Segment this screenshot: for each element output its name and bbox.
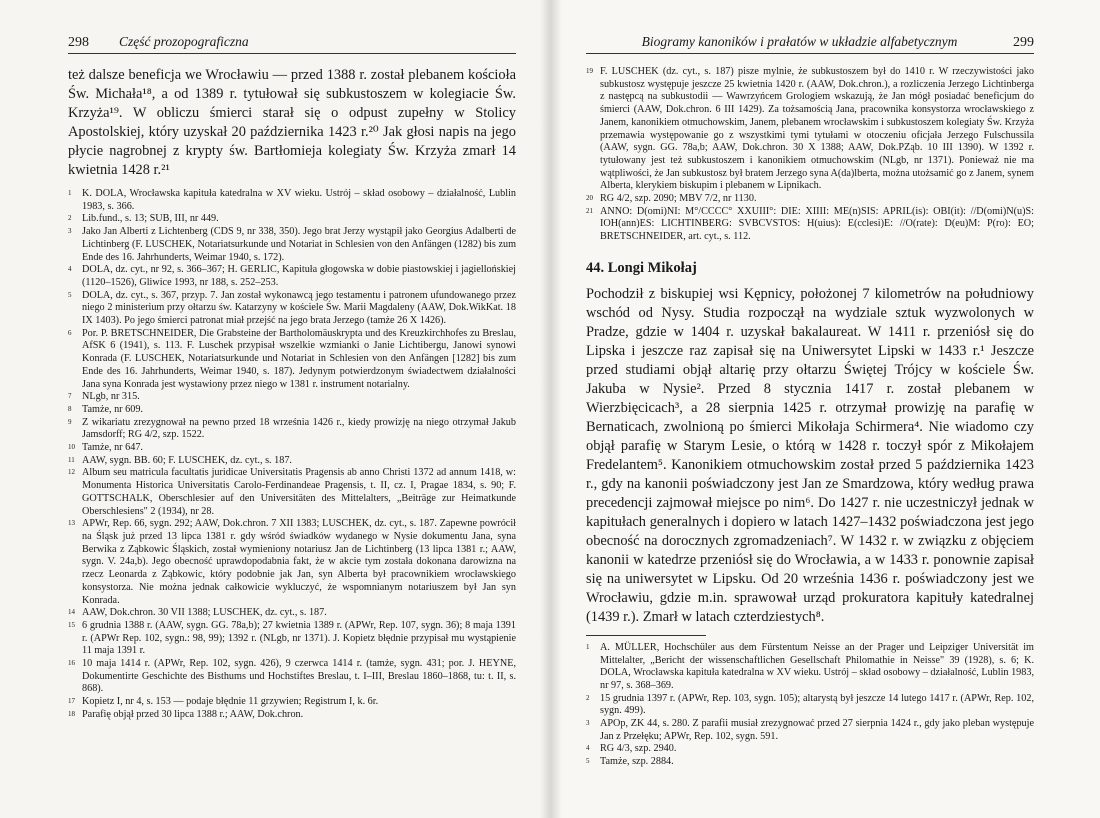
footnote-text: DOLA, dz. cyt., s. 367, przyp. 7. Jan został wykonawcą jego testamentu i patronem ufundowanego przez niego 2 ministerium przy ołtarzu św. Katarzyny w kościele Św. Marii Magdaleny (AAW, Dok.WikKat. 18 IX 1403). Po jego śmierci patronat miał przejść na jego brata Jerzego (tamże 26 X 1426).	[82, 289, 516, 327]
footnote-number: 18	[68, 709, 75, 718]
left-running-head: Część prozopograficzna	[119, 34, 249, 49]
footnote	[68, 620, 516, 658]
footnote-number: 21	[586, 206, 593, 215]
footnote-text: Tamże, szp. 2884.	[600, 756, 674, 768]
footnote	[586, 642, 1034, 693]
footnote-text: AAW, sygn. BB. 60; F. LUSCHEK, dz. cyt., s. 187.	[82, 454, 292, 466]
footnote-number: 9	[68, 417, 72, 426]
footnote-text: A. MÜLLER, Hochschüler aus dem Fürstentum Neisse an der Prager und Leipziger Universität im Mittelalter, „Bericht der wissenschaftlichen Gesellschaft Philomathie in Neisse" 39 (1928), s. 6; K. DOLA, Wrocławska kapituła katedralna w XV wieku. Ustrój – skład osobowy – działalność, Lublin 1983, nr 97, s. 368–369.	[600, 641, 1034, 691]
footnote-text: APOp, ZK 44, s. 280. Z parafii musiał zrezygnować przed 27 sierpnia 1424 r., gdy jako pleban występuje Jan z Przełęku; APWr, Rep. 102, sygn. 591.	[600, 718, 1034, 742]
footnote	[68, 264, 516, 289]
footnote-text: Z wikariatu zrezygnował na pewno przed 18 września 1426 r., kiedy prowizję na niego otrzymał Jakub Jamsdorff; RG 4/2, szp. 1522.	[82, 416, 516, 441]
footnote	[68, 226, 516, 264]
footnote-number: 2	[68, 214, 72, 223]
footnote-number: 14	[68, 608, 75, 617]
footnote	[68, 696, 516, 709]
footnote-number: 5	[68, 290, 72, 299]
footnote-number: 1	[586, 642, 590, 651]
footnote-number: 1	[68, 189, 72, 197]
footnote	[586, 193, 1034, 206]
footnote-text: AAW, Dok.chron. 30 VII 1388; LUSCHEK, dz. cyt., s. 187.	[82, 607, 327, 619]
footnote-number: 19	[586, 67, 593, 75]
footnote-text: K. DOLA, Wrocławska kapituła katedralna w XV wieku. Ustrój – skład osobowy – działalność, Lublin 1983, s. 366.	[82, 188, 516, 212]
footnote-text: Tamże, nr 647.	[82, 442, 143, 454]
footnote-number: 3	[586, 719, 590, 728]
footnote-number: 10	[68, 443, 75, 452]
footnote-text: NLgb, nr 315.	[82, 391, 140, 403]
footnote-number: 11	[68, 455, 75, 464]
right-running-head: Biogramy kanoników i prałatów w układzie alfabetycznym	[641, 34, 958, 49]
footnote-text: Tamże, nr 609.	[82, 403, 143, 415]
footnote-text: 15 grudnia 1397 r. (APWr, Rep. 103, sygn. 105); altarystą był jeszcze 14 lutego 1417 r. (APWr, Rep. 102, sygn. 499).	[600, 692, 1034, 717]
footnote-number: 4	[68, 265, 72, 274]
footnote-number: 6	[68, 328, 72, 337]
footnote	[68, 404, 516, 417]
footnote	[586, 743, 1034, 756]
right-page	[550, 0, 1100, 818]
footnote-text: Jako Jan Alberti z Lichtenberg (CDS 9, nr 338, 350). Jego brat Jerzy wystąpił jako Georgius Adalberti de Lichtinberg (F. LUSCHEK, Notariatsurkunde und Notariat in Schlesien von den Anfängen (1282) bis zum Ende des 16. Jahrhunderts, Weimar 1940, s. 172).	[82, 226, 516, 263]
footnote-text: RG 4/2, szp. 2090; MBV 7/2, nr 1130.	[600, 193, 757, 205]
footnote	[68, 658, 516, 696]
footnote-text: APWr, Rep. 66, sygn. 292; AAW, Dok.chron. 7 XII 1383; LUSCHEK, dz. cyt., s. 187. Zapewne powrócił na Śląsk już przed 13 lipca 1381 r. gdy wśród świadków wydanego w Nysie dokumentu Jana, syna Berwika z Ząbkowic Śląskich, został wymieniony notariusz Jan de Lichtinberg (13 lipca 1381 r.; AAW, sygn. V. 24a,b). Jego obecność uprawdopodabnia fakt, że w akcie tym została dokonana darowizna na rzecz Leonarda z Ząbkowic, który podobnie jak Jan, syn Alberta był pracownikiem wrocławskiego konsystorza. Nie można jednak całkowicie wykluczyć, że wspomnianym notariuszem był Jan syn Konrada.	[82, 518, 516, 606]
footnote-number: 2	[586, 693, 590, 702]
footnote-number: 16	[68, 659, 75, 668]
footnote	[586, 718, 1034, 743]
section-title: 44. Longi Mikołaj	[586, 259, 697, 276]
footnote-number: 5	[586, 757, 590, 766]
left-page-header	[68, 34, 516, 54]
footnote-separator	[586, 635, 706, 636]
right-page-number: 299	[1013, 35, 1034, 50]
footnote-number: 20	[586, 194, 593, 203]
footnote	[586, 693, 1034, 718]
right-page-header	[586, 34, 1034, 54]
left-body-text: też dalsze beneficja we Wrocławiu — przed 1388 r. został plebanem kościoła Św. Michała¹⁸, a od 1389 r. tytułował się subkustoszem w kolegiacie Św. Krzyża¹⁹. W obliczu śmierci starał się o odpust zupełny w Stolicy Apostolskiej, który uzyskał 20 października 1423 r.²⁰ Jak głosi napis na jego płycie nagrobnej z krypty św. Bartłomieja kolegiaty Św. Krzyża zmarł 14 kwietnia 1428 r.²¹	[68, 67, 516, 178]
footnote-text: Por. P. BRETSCHNEIDER, Die Grabsteine der Bartholomäuskrypta und des Kreuzkirchhofes zu Breslau, AfSK 6 (1941), s. 113. F. Luschek przypisał wszelkie wzmianki o Janie Lichtibergu, Janowi synowi Konrada (F. LUSCHEK, Notariatsurkunde und Notariat in Schlesien von den Anfängen [1282] bis zum Ende des 16. Jahrhunderts, Weimar 1940, s. 187). Jedynym potwierdzonym świadectwem działalności Jana syna Konrada jest wystawiony przez niego w 1381 r. instrument notarialny.	[82, 327, 516, 390]
left-footnotes	[68, 188, 516, 722]
footnote	[586, 206, 1034, 244]
right-top-footnotes	[586, 66, 1034, 244]
footnote-text: Parafię objął przed 30 lipca 1388 r.; AAW, Dok.chron.	[82, 708, 304, 720]
footnote-text: F. LUSCHEK (dz. cyt., s. 187) pisze mylnie, że subkustoszem był do 1410 r. W rzeczywistości jako subkustosz występuje jeszcze 25 kwietnia 1420 r. (AAW, Dok.chron.), a rozliczenia Jerzego Lichtinberga z następcą na subkustodii — Wawrzyńcem Grologiem wskazują, że Jan mógł posiadać beneficjum do śmierci (AAW, Dok.chron. 6 III 1429). Za tożsamością Jana, pracownika konsystorza wrocławskiego z Janem, kanonikiem otmuchowskim, Janem, plebanem wrocławskim i subkustoszem kolegiaty Św. Krzyża przemawia występowanie go z wszystkimi tymi tytułami w otoczeniu oficjała Jerzego Fulschussila (AAW, sygn. GG. 78a,b; AAW, Dok.chron. 30 X 1388; AAW, Dok.PZąb. 10 III 1390). W 1392 r. tytułowany jest też subkustoszem i kanonikiem otmuchowskim (NLgb, nr 1371). Ponieważ nie ma wątpliwości, że Jan subkustosz był bratem Jerzego syna A(da)lberta, można utożsamić go z Janem, synem Alberta, klerykiem biskupim i plebanem w Lipnikach.	[600, 66, 1034, 192]
footnote	[68, 417, 516, 442]
footnote-text: DOLA, dz. cyt., nr 92, s. 366–367; H. GERLIC, Kapituła głogowska w dobie piastowskiej i jagiellońskiej (1120–1526), Gliwice 1993, nr 188, s. 252–253.	[82, 264, 516, 288]
footnote	[68, 328, 516, 392]
footnote	[68, 709, 516, 722]
footnote-number: 15	[68, 620, 75, 629]
footnote-text: Kopietz I, nr 4, s. 153 — podaje błędnie 11 grzywien; Registrum I, k. 6r.	[82, 696, 379, 708]
footnote	[68, 518, 516, 607]
footnote-number: 3	[68, 227, 72, 236]
footnote-number: 13	[68, 519, 75, 528]
right-footnotes	[586, 642, 1034, 769]
footnote	[586, 756, 1034, 769]
footnote-text: Album seu matricula facultatis juridicae Universitatis Pragensis ab anno Christi 1372 ad annum 1418, w: Monumenta Historica Universitatis Carolo-Ferdinandeae Pragensis, t. II, cz. I, Pragae 1834, s. 90; F. GOTTSCHALK, Oberschlesier auf den Universitäten des Mittelalters, „Beiträge zur Heimatkunde Oberschlesiens" 2 (1934), nr 28.	[82, 467, 516, 517]
footnote	[68, 467, 516, 518]
footnote	[68, 607, 516, 620]
footnote	[586, 66, 1034, 193]
footnote	[68, 391, 516, 404]
footnote-number: 7	[68, 392, 72, 401]
footnote-number: 17	[68, 697, 75, 706]
right-body-text: Pochodził z biskupiej wsi Kępnicy, położonej 7 kilometrów na południowy wschód od Nysy. Studia rozpoczął na wydziale sztuk wyzwolonych w Pradze, gdzie w 1404 r. uzyskał bakalaureat. W 1411 r. przeniósł się do Lipska i jeszcze raz zapisał się na Uniwersytet Lipski w 1433 r.¹ Jeszcze przed studiami objął altarię przy ołtarzu Świętej Trójcy w kościele Św. Jakuba w Nysie². Przed 8 stycznia 1417 r. został plebanem w Wierzbięcicach³, a 28 sierpnia 1425 r. otrzymał prowizję na parafię w Bernaticach, zwolnioną po śmierci Mikołaja Schirmera⁴. Nie wiadomo czy objął parafię w Starym Lesie, o którą w 1428 r. toczył spór z Mikołajem Fredelantem⁵. Kanonikiem otmuchowskim został przed 5 października 1423 r., gdy na kanonii poświadczony jest Jan ze Smardzowa, który według prawa precedencji zajmował miejsce po nim⁶. Do 1427 r. nie uczestniczył jednak w kapitułach generalnych i dopiero w latach 1427–1432 poświadczona jest jego obecność na dorocznych zgromadzeniach⁷. W 1432 r. w związku z objęciem kanonii w katedrze przeniósł się do Wrocławia, a w 1433 r. ponownie zapisał się na uniwersytet w Lipsku. Od 20 września 1436 r. poświadczony jest we Wrocławiu, gdzie m.in. sprawował urząd prokuratora kapituły katedralnej (1439 r.). Zmarł w latach czterdziestych⁸.	[586, 285, 1034, 625]
footnote-text: ANNO: D(omi)NI: M°/CCCC° XXUIII°: DIE: XIIII: ME(n)SIS: APRIL(is): OBI(it): //D(omi)N(u)S: IOH(ann)ES: LICHTINBERG: SVBCVSTOS: H(uius): E(cclesi)E: //O(rate): D(eu)M: P(ro): EO; BRETSCHNEIDER, art. cyt., s. 112.	[600, 205, 1034, 243]
footnote-text: Lib.fund., s. 13; SUB, III, nr 449.	[82, 213, 219, 225]
footnote	[68, 455, 516, 468]
footnote	[68, 188, 516, 213]
footnote-text: RG 4/3, szp. 2940.	[600, 743, 677, 755]
footnote-number: 4	[586, 744, 590, 753]
left-page-number: 298	[68, 35, 89, 50]
footnote	[68, 290, 516, 328]
footnote-text: 10 maja 1414 r. (APWr, Rep. 102, sygn. 426), 9 czerwca 1414 r. (tamże, sygn. 431; por. J. HEYNE, Dokumentirte Geschichte des Bisthums und Hochstiftes Breslau, t. I–III, Breslau 1860–1868, tu: t. II, s. 868).	[82, 658, 516, 695]
footnote-number: 8	[68, 404, 72, 413]
footnote-number: 12	[68, 468, 75, 477]
footnote	[68, 442, 516, 455]
footnote	[68, 213, 516, 226]
footnote-text: 6 grudnia 1388 r. (AAW, sygn. GG. 78a,b); 27 kwietnia 1389 r. (APWr, Rep. 107, sygn. 36); 8 maja 1391 r. (APWr Rep. 102, sygn.: 98, 99); 1392 r. (NLgb, nr 1371). J. Kopietz błędnie przypisał mu wystąpienie 11 maja 1391 r.	[82, 619, 516, 657]
